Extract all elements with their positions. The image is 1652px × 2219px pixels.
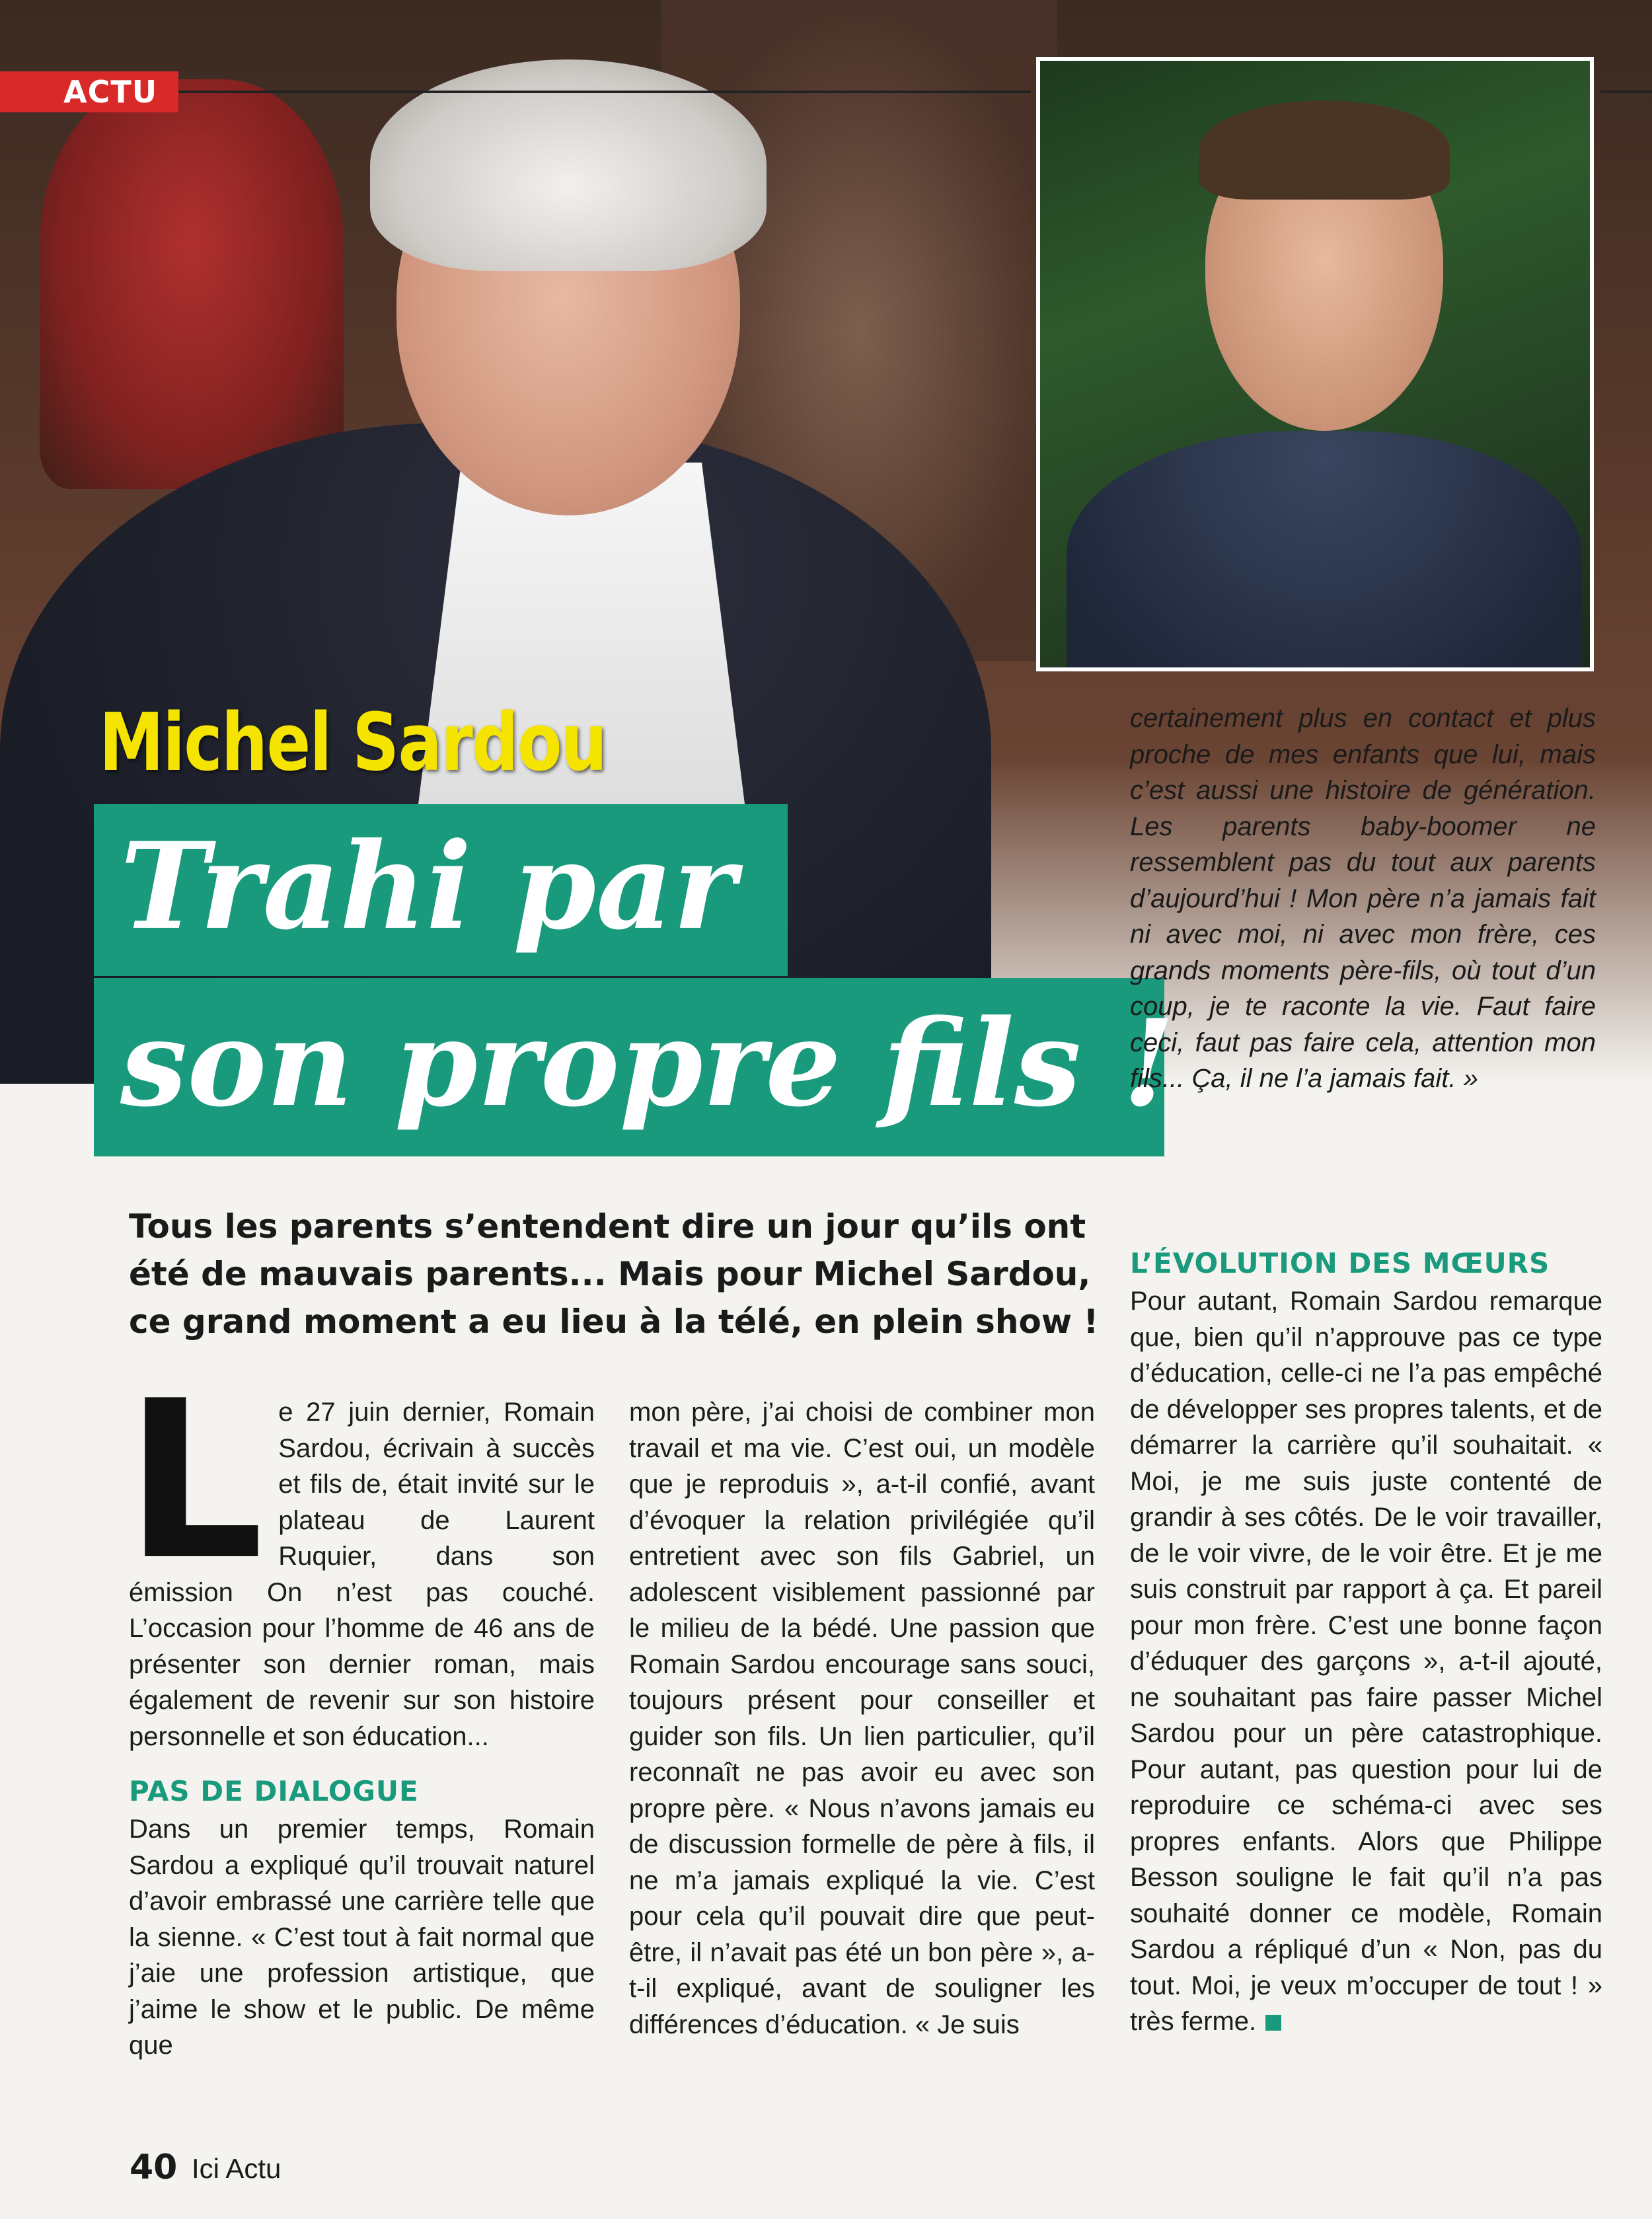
inset-photo-romain-sardou [1036, 57, 1594, 671]
headline-name: Michel Sardou [99, 697, 607, 789]
column-2-paragraph-1: mon père, j’ai choisi de combiner mon travail et ma vie. C’est oui, un modèle que je reproduis », a-t-il confié, avant d’évoquer la relation privilégiée qu’il entretient avec son fils Gabriel, un adolescent visiblement passionné par le milieu de la bédé. Une passion que Romain Sardou encourage sans souci, toujours présent pour conseiller et guider son fils. Un lien particulier, qu’il reconnaît ne pas avoir eu avec son propre père. « Nous n’avons jamais eu de discussion formelle de père à fils, il ne m’a jamais expliqué la vie. C’est pour cela qu’il pouvait dire que peut-être, il n’avait pas été un bon père », a-t-il expliqué, avant de souligner les différences d’éducation. « Je suis [629, 1398, 1095, 2039]
subhead-pas-de-dialogue: PAS DE DIALOGUE [129, 1775, 419, 1807]
article-column-2 [629, 1394, 1095, 2043]
header-rule-right [1600, 91, 1652, 93]
page-number: 40 [130, 2148, 178, 2187]
headline-line-2: son propre fils ! [94, 978, 1164, 1156]
end-mark-icon [1265, 2015, 1281, 2031]
headline-line-1: Trahi par [94, 804, 788, 976]
article-column-1 [125, 1354, 595, 2064]
column-1-paragraph-1: e 27 juin dernier, Romain Sardou, écrivain à succès et fils de, était invité sur le plateau de Laurent Ruquier, dans son émission On n’est pas couché. L’occasion pour l’homme de 46 ans de présenter son dernier roman, mais également de revenir sur son histoire personnelle et son éducation... [129, 1398, 595, 1751]
background-figure [40, 79, 344, 489]
drop-cap: L [125, 1354, 264, 1608]
subhead-evolution-des-moeurs: L’ÉVOLUTION DES MŒURS [1130, 1247, 1550, 1279]
header-rule [178, 91, 1031, 93]
inset-hair-shape [1199, 100, 1450, 200]
column-1-paragraph-2: Dans un premier temps, Romain Sardou a expliqué qu’il trouvait naturel d’avoir embrassé une carrière telle que la sienne. « C’est tout à fait normal que j’aie une profession artistique, que j’aime le show et le public. De même que [129, 1815, 595, 2060]
section-tag: ACTU [0, 71, 178, 112]
publication-name: Ici Actu [192, 2153, 282, 2184]
article-column-3 [1130, 1244, 1602, 2040]
column-3-paragraph-1: Pour autant, Romain Sardou remarque que, bien qu’il n’approuve pas ce type d’éducation, celle-ci ne l’a pas empêché de développer ses propres talents, et de démarrer la carrière qu’il souhaitait. « Moi, je me suis juste contenté de grandir à ses côtés. De le voir travailler, de le voir vivre, de le voir être. Et je me suis construit par rapport à ça. Et pareil pour mon frère. C’est une bonne façon d’éduquer des garçons », a-t-il ajouté, ne souhaitant pas faire passer Michel Sardou pour un père catastrophique. Pour autant, pas question pour lui de reproduire ce schéma-ci avec ses propres enfants. Alors que Philippe Besson souligne le fait qu’il n’a pas souhaité donner ce modèle, Romain Sardou a répliqué d’un « Non, pas du tout. Moi, je veux m’occuper de tout ! » très ferme. [1130, 1287, 1602, 2036]
article-column-3-quote: certainement plus en contact et plus proche de mes enfants que lui, mais c’est aussi une histoire de génération. Les parents baby-boomer ne ressemblent pas du tout aux parents d’aujourd’hui ! Mon père n’a jamais fait ni avec moi, ni avec mon frère, ces grands moments père-fils, où tout d’un coup, je te raconte la vie. Faut faire ceci, faut pas faire cela, attention mon fils... Ça, il ne l’a jamais fait. » [1130, 704, 1596, 1093]
lead-paragraph: Tous les parents s’entendent dire un jour qu’ils ont été de mauvais parents... Mais pour Michel Sardou, ce grand moment a eu lieu à la télé, en plein show ! [129, 1207, 1099, 1341]
inset-body-shape [1067, 431, 1582, 671]
